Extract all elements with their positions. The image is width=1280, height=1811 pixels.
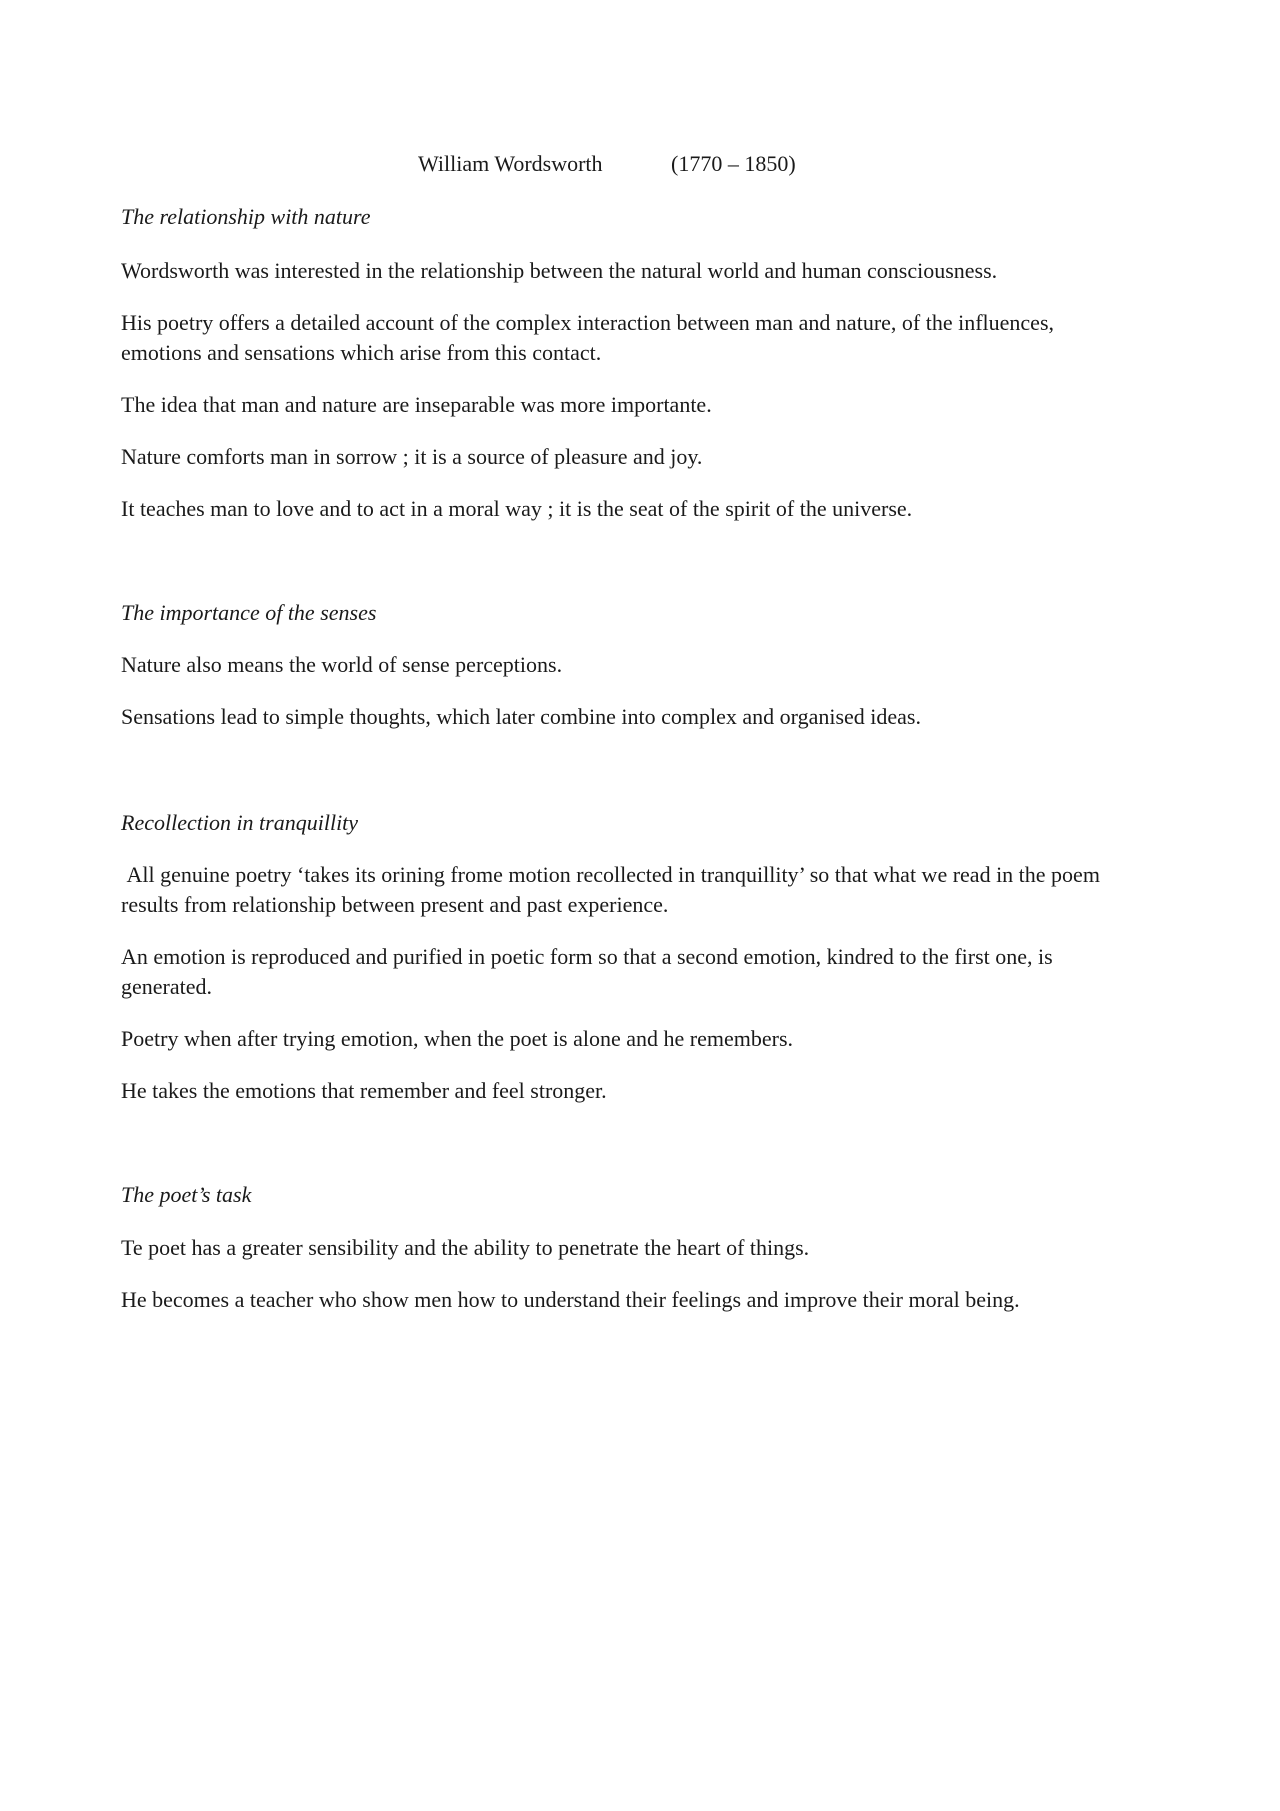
paragraph: He becomes a teacher who show men how to understand their feelings and improve their moral being. — [121, 1287, 1020, 1312]
paragraph: His poetry offers a detailed account of the complex interaction between man and nature, of the influences, emotions and sensations which arise from this contact. — [121, 310, 1055, 365]
section-heading: The relationship with nature — [121, 204, 371, 229]
title-author-name: William Wordsworth — [418, 151, 603, 176]
section-heading: The poet’s task — [121, 1182, 252, 1207]
paragraph: Poetry when after trying emotion, when the poet is alone and he remembers. — [121, 1026, 794, 1051]
section-heading: The importance of the senses — [121, 600, 377, 625]
paragraph: Nature also means the world of sense perceptions. — [121, 652, 563, 677]
title-author-dates: (1770 – 1850) — [671, 151, 796, 176]
paragraph: Nature comforts man in sorrow ; it is a source of pleasure and joy. — [121, 444, 703, 469]
section-heading: Recollection in tranquillity — [121, 810, 359, 835]
paragraph: The idea that man and nature are inseparable was more importante. — [121, 392, 712, 417]
paragraph: All genuine poetry ‘takes its orining frome motion recollected in tranquillity’ so that what we read in the poem results from relationship between present and past experience. — [121, 862, 1106, 917]
paragraph: Wordsworth was interested in the relationship between the natural world and human consciousness. — [121, 258, 998, 283]
paragraph: Te poet has a greater sensibility and the ability to penetrate the heart of things. — [121, 1235, 810, 1260]
paragraph: An emotion is reproduced and purified in poetic form so that a second emotion, kindred to the first one, is generated. — [121, 944, 1053, 999]
paragraph: He takes the emotions that remember and feel stronger. — [121, 1078, 607, 1103]
paragraph: It teaches man to love and to act in a moral way ; it is the seat of the spirit of the universe. — [121, 496, 913, 521]
paragraph: Sensations lead to simple thoughts, which later combine into complex and organised ideas. — [121, 704, 921, 729]
